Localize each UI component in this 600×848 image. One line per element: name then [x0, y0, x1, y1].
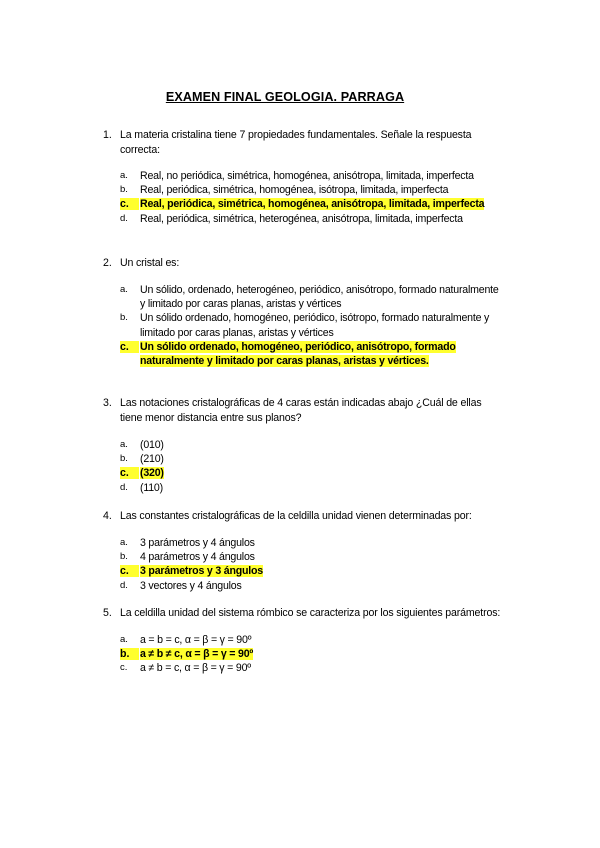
question-text: La materia cristalina tiene 7 propiedades fundamentales. Señale la respuesta correcta: [120, 129, 472, 156]
exam-title: EXAMEN FINAL GEOLOGIA. PARRAGA [165, 90, 405, 104]
question-2 [103, 256, 503, 368]
option-text: Un sólido ordenado, homogéneo, periódico, isótropo, formado naturalmente y limitado por caras planas, aristas y vértices [140, 312, 490, 339]
option-letter: c. [120, 565, 139, 577]
option-text: 3 parámetros y 3 ángulos [140, 565, 263, 578]
option-text: Real, no periódica, simétrica, homogénea, anisótropa, limitada, imperfecta [140, 170, 474, 182]
option-a [120, 283, 503, 311]
option-text: a = b = c, α = β = γ = 90º [140, 634, 252, 646]
option-letter: d. [120, 579, 128, 591]
option-d [120, 212, 503, 226]
option-letter: b. [120, 312, 128, 324]
question-number: 4. [103, 510, 112, 522]
option-letter: a. [120, 284, 128, 295]
option-d [120, 481, 503, 495]
options-list [120, 283, 503, 368]
option-letter: c. [120, 662, 128, 674]
option-text: 4 parámetros y 4 ángulos [140, 551, 255, 564]
option-b [120, 550, 503, 564]
option-a [120, 633, 503, 647]
option-text: (110) [140, 481, 163, 494]
option-text: Real, periódica, simétrica, homogénea, isótropa, limitada, imperfecta [140, 184, 449, 197]
option-letter: a. [120, 170, 128, 181]
question-text: Las notaciones cristalográficas de 4 caras están indicadas abajo ¿Cuál de ellas tiene menor distancia entre sus planos? [120, 397, 482, 424]
option-letter: a. [120, 634, 128, 645]
option-letter: b. [120, 648, 139, 660]
option-letter: b. [120, 551, 128, 563]
option-text: (010) [140, 439, 164, 451]
option-letter: d. [120, 212, 128, 224]
question-text: Las constantes cristalográficas de la celdilla unidad vienen determinadas por: [120, 510, 472, 522]
option-letter: b. [120, 453, 128, 465]
question-5 [103, 606, 503, 676]
options-list [120, 633, 503, 676]
option-text: 3 vectores y 4 ángulos [140, 579, 242, 592]
option-text: Real, periódica, simétrica, heterogénea, anisótropa, limitada, imperfecta [140, 212, 463, 225]
option-text: Real, periódica, simétrica, homogénea, anisótropa, limitada, imperfecta [140, 198, 485, 211]
option-letter: c. [120, 198, 139, 210]
question-3 [103, 396, 503, 495]
question-text: Un cristal es: [120, 257, 180, 269]
question-number: 2. [103, 257, 112, 269]
option-letter: d. [120, 481, 128, 493]
options-list [120, 536, 503, 593]
option-text: Un sólido ordenado, homogéneo, periódico, anisótropo, formado naturalmente y limitado por caras planas, aristas y vértices. [140, 340, 456, 368]
option-a [120, 536, 503, 550]
option-b [120, 183, 503, 197]
options-list [120, 438, 503, 495]
options-list [120, 169, 503, 226]
option-a [120, 169, 503, 183]
option-c [120, 661, 503, 675]
option-text: 3 parámetros y 4 ángulos [140, 537, 255, 549]
option-a [120, 438, 503, 452]
option-letter: c. [120, 341, 139, 353]
option-c-correct [120, 197, 503, 211]
option-text: (320) [140, 467, 164, 480]
option-text: Un sólido, ordenado, heterogéneo, periódico, anisótropo, formado naturalmente y limitado por caras planas, aristas y vértices [140, 284, 499, 311]
question-number: 3. [103, 397, 112, 409]
question-1 [103, 128, 503, 226]
question-text: La celdilla unidad del sistema rómbico se caracteriza por los siguientes parámetros: [120, 607, 501, 619]
option-d [120, 579, 503, 593]
option-text: a ≠ b ≠ c, α = β = γ = 90º [140, 648, 254, 661]
option-letter: a. [120, 537, 128, 548]
option-b-correct [120, 647, 503, 661]
option-text: a ≠ b = c, α = β = γ = 90º [140, 662, 251, 675]
question-4 [103, 509, 503, 593]
option-letter: b. [120, 184, 128, 196]
question-number: 1. [103, 129, 112, 141]
option-letter: a. [120, 439, 128, 450]
option-b [120, 452, 503, 466]
option-text: (210) [140, 453, 164, 466]
option-c-correct [120, 340, 503, 368]
question-number: 5. [103, 607, 112, 619]
option-c-correct [120, 466, 503, 480]
option-letter: c. [120, 467, 139, 479]
option-c-correct [120, 564, 503, 578]
option-b [120, 311, 503, 339]
